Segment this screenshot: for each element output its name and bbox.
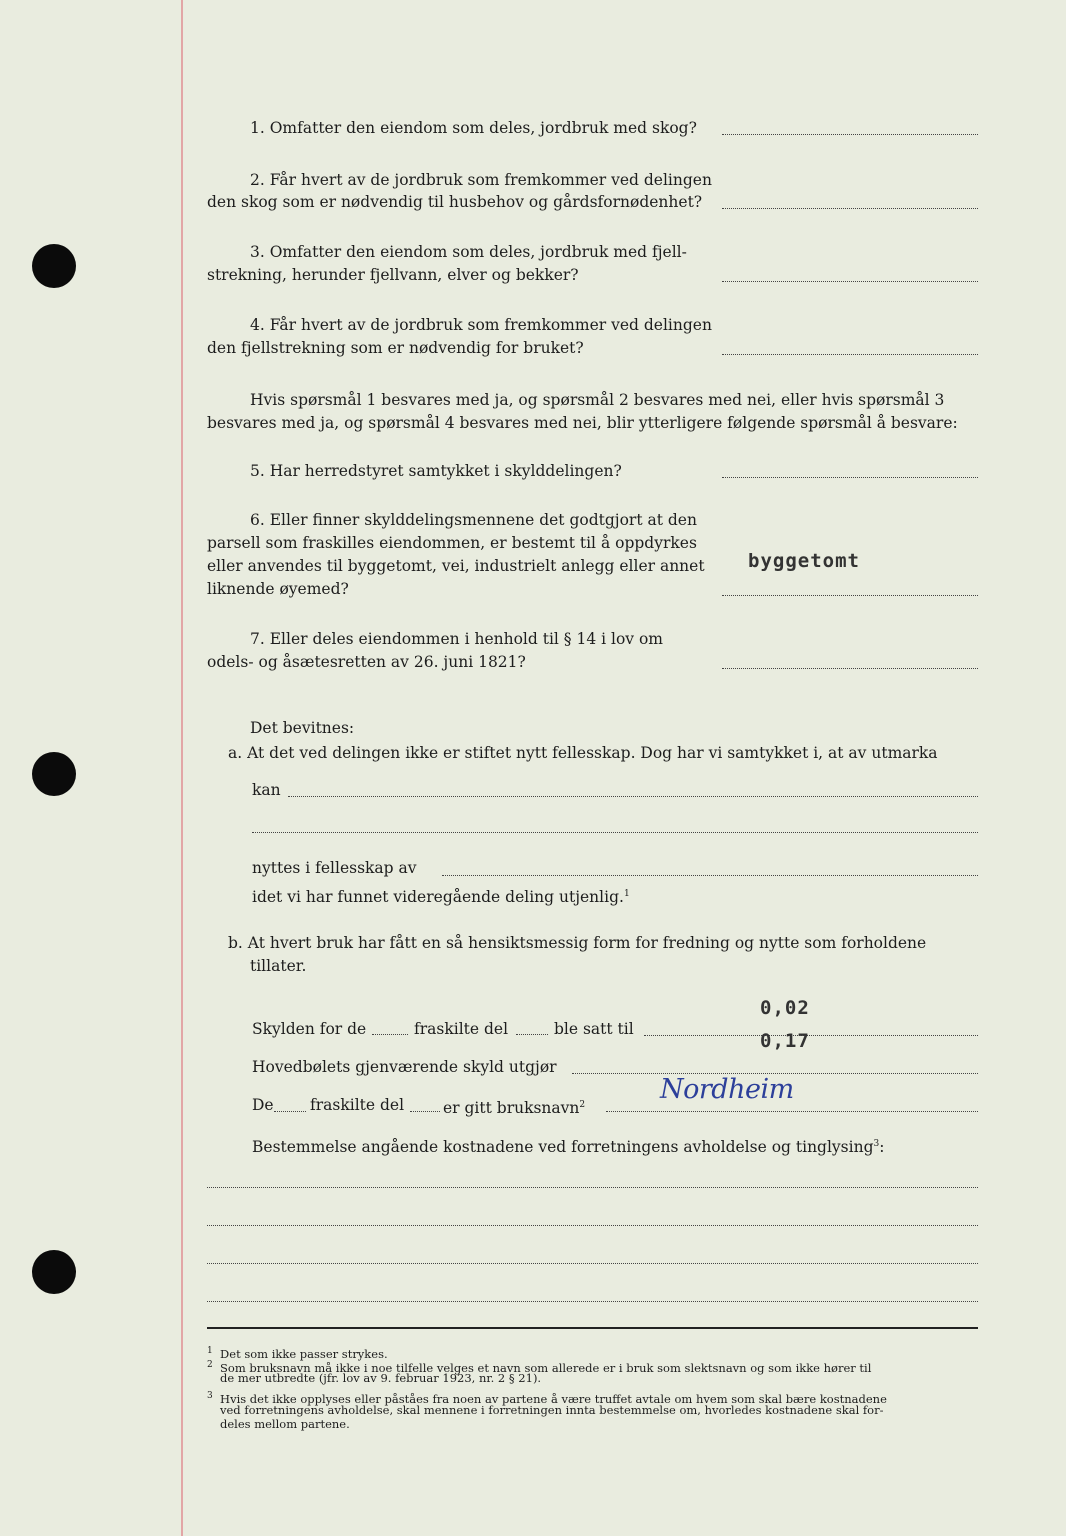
answer-line[interactable] [722,134,978,135]
punch-hole [32,1250,76,1294]
bruksnavn-handwritten: Nordheim [660,1074,794,1105]
question-2-line2: den skog som er nødvendig til husbehov og gårdsfornødenhet? [207,193,703,211]
skyld-fraskilt-value: 0,02 [760,997,810,1019]
condition-line1: Hvis spørsmål 1 besvares med ja, og spørsmål 2 besvares med nei, eller hvis spørsmål 3 [250,391,945,409]
skyld-label-part1: Skylden for de [252,1020,367,1038]
fill-line[interactable] [252,832,978,833]
fill-line[interactable] [207,1301,978,1302]
question-5: 5. Har herredstyret samtykket i skylddelingen? [250,462,622,480]
attest-a-line: a. At det ved delingen ikke er stiftet nytt fellesskap. Dog har vi samtykket i, at av utmarka [228,744,938,762]
condition-line2: besvares med ja, og spørsmål 4 besvares med nei, blir ytterligere følgende spørsmål å besvare: [207,414,958,432]
attest-a-kan: kan [252,781,281,799]
question-7-line1: 7. Eller deles eiendommen i henhold til § 14 i lov om [250,630,664,648]
fill-line[interactable] [442,875,978,876]
question-6-line4: liknende øyemed? [207,580,349,598]
footnote-2: $^2$ Som bruksnavn må ikke i noe tilfelle velges et navn som allerede er i bruk som slektsnavn og som ikke hører til [207,1360,872,1375]
fill-line[interactable] [516,1034,548,1035]
answer-line[interactable] [722,354,978,355]
fill-line[interactable] [372,1034,408,1035]
attest-a-idet: idet vi har funnet videregående deling utjenlig.$^1$ [252,888,630,907]
name-label-part3: er gitt bruksnavn$^2$ [443,1099,586,1118]
footnote-3-cont: ved forretningens avholdelse, skal mennene i forretningen innta bestemmelse om, hvorledes kostnadene skal for- [220,1403,884,1417]
attest-heading: Det bevitnes: [250,719,355,737]
question-3-line1: 3. Omfatter den eiendom som deles, jordbruk med fjell- [250,243,687,261]
question-1: 1. Omfatter den eiendom som deles, jordbruk med skog? [250,119,697,137]
fill-line[interactable] [410,1111,440,1112]
question-6-line2: parsell som fraskilles eiendommen, er bestemt til å oppdyrkes [207,534,697,552]
skyld-label-part3: ble satt til [554,1020,634,1038]
fill-line[interactable] [644,1035,978,1036]
fill-line[interactable] [274,1111,306,1112]
punch-hole [32,752,76,796]
name-label-part2: fraskilte del [310,1096,405,1114]
attest-a-nyttes: nyttes i fellesskap av [252,859,417,877]
answer-line[interactable] [722,668,978,669]
footnote-divider [207,1327,978,1329]
attest-b-line2: tillater. [250,957,307,975]
name-label-part1: De [252,1096,274,1114]
cost-label: Bestemmelse angående kostnadene ved forretningens avholdelse og tinglysing$^3$: [252,1138,885,1157]
footnote-1: $^1$ Det som ikke passer strykes. [207,1346,388,1361]
footnote-3: $^3$ Hvis det ikke opplyses eller påståes fra noen av partene å være truffet avtale om hvem som skal bære kostnadene [207,1391,887,1406]
answer-line[interactable] [722,208,978,209]
fill-line[interactable] [207,1263,978,1264]
hovedbol-label: Hovedbølets gjenværende skyld utgjør [252,1058,557,1076]
question-4-line1: 4. Får hvert av de jordbruk som fremkommer ved delingen [250,316,712,334]
question-6-answer: byggetomt [748,550,860,572]
question-6-line3: eller anvendes til byggetomt, vei, industrielt anlegg eller annet [207,557,705,575]
fill-line[interactable] [207,1225,978,1226]
question-2-line1: 2. Får hvert av de jordbruk som fremkommer ved delingen [250,171,712,189]
fill-line[interactable] [207,1187,978,1188]
skyld-hoved-value: 0,17 [760,1030,810,1052]
skyld-label-part2: fraskilte del [414,1020,509,1038]
question-6-line1: 6. Eller finner skylddelingsmennene det godtgjort at den [250,511,697,529]
attest-b-line1: b. At hvert bruk har fått en så hensiktsmessig form for fredning og nytte som forholdene [228,934,927,952]
footnote-2-cont: de mer utbredte (jfr. lov av 9. februar 1923, nr. 2 § 21). [220,1371,542,1385]
answer-line[interactable] [722,477,978,478]
question-4-line2: den fjellstrekning som er nødvendig for bruket? [207,339,584,357]
fill-line[interactable] [606,1111,978,1112]
fill-line[interactable] [288,796,978,797]
punch-hole [32,244,76,288]
answer-line[interactable] [722,595,978,596]
question-3-line2: strekning, herunder fjellvann, elver og bekker? [207,266,579,284]
margin-line [181,0,183,1536]
footnote-3-cont2: deles mellom partene. [220,1417,350,1431]
answer-line[interactable] [722,281,978,282]
question-7-line2: odels- og åsætesretten av 26. juni 1821? [207,653,526,671]
